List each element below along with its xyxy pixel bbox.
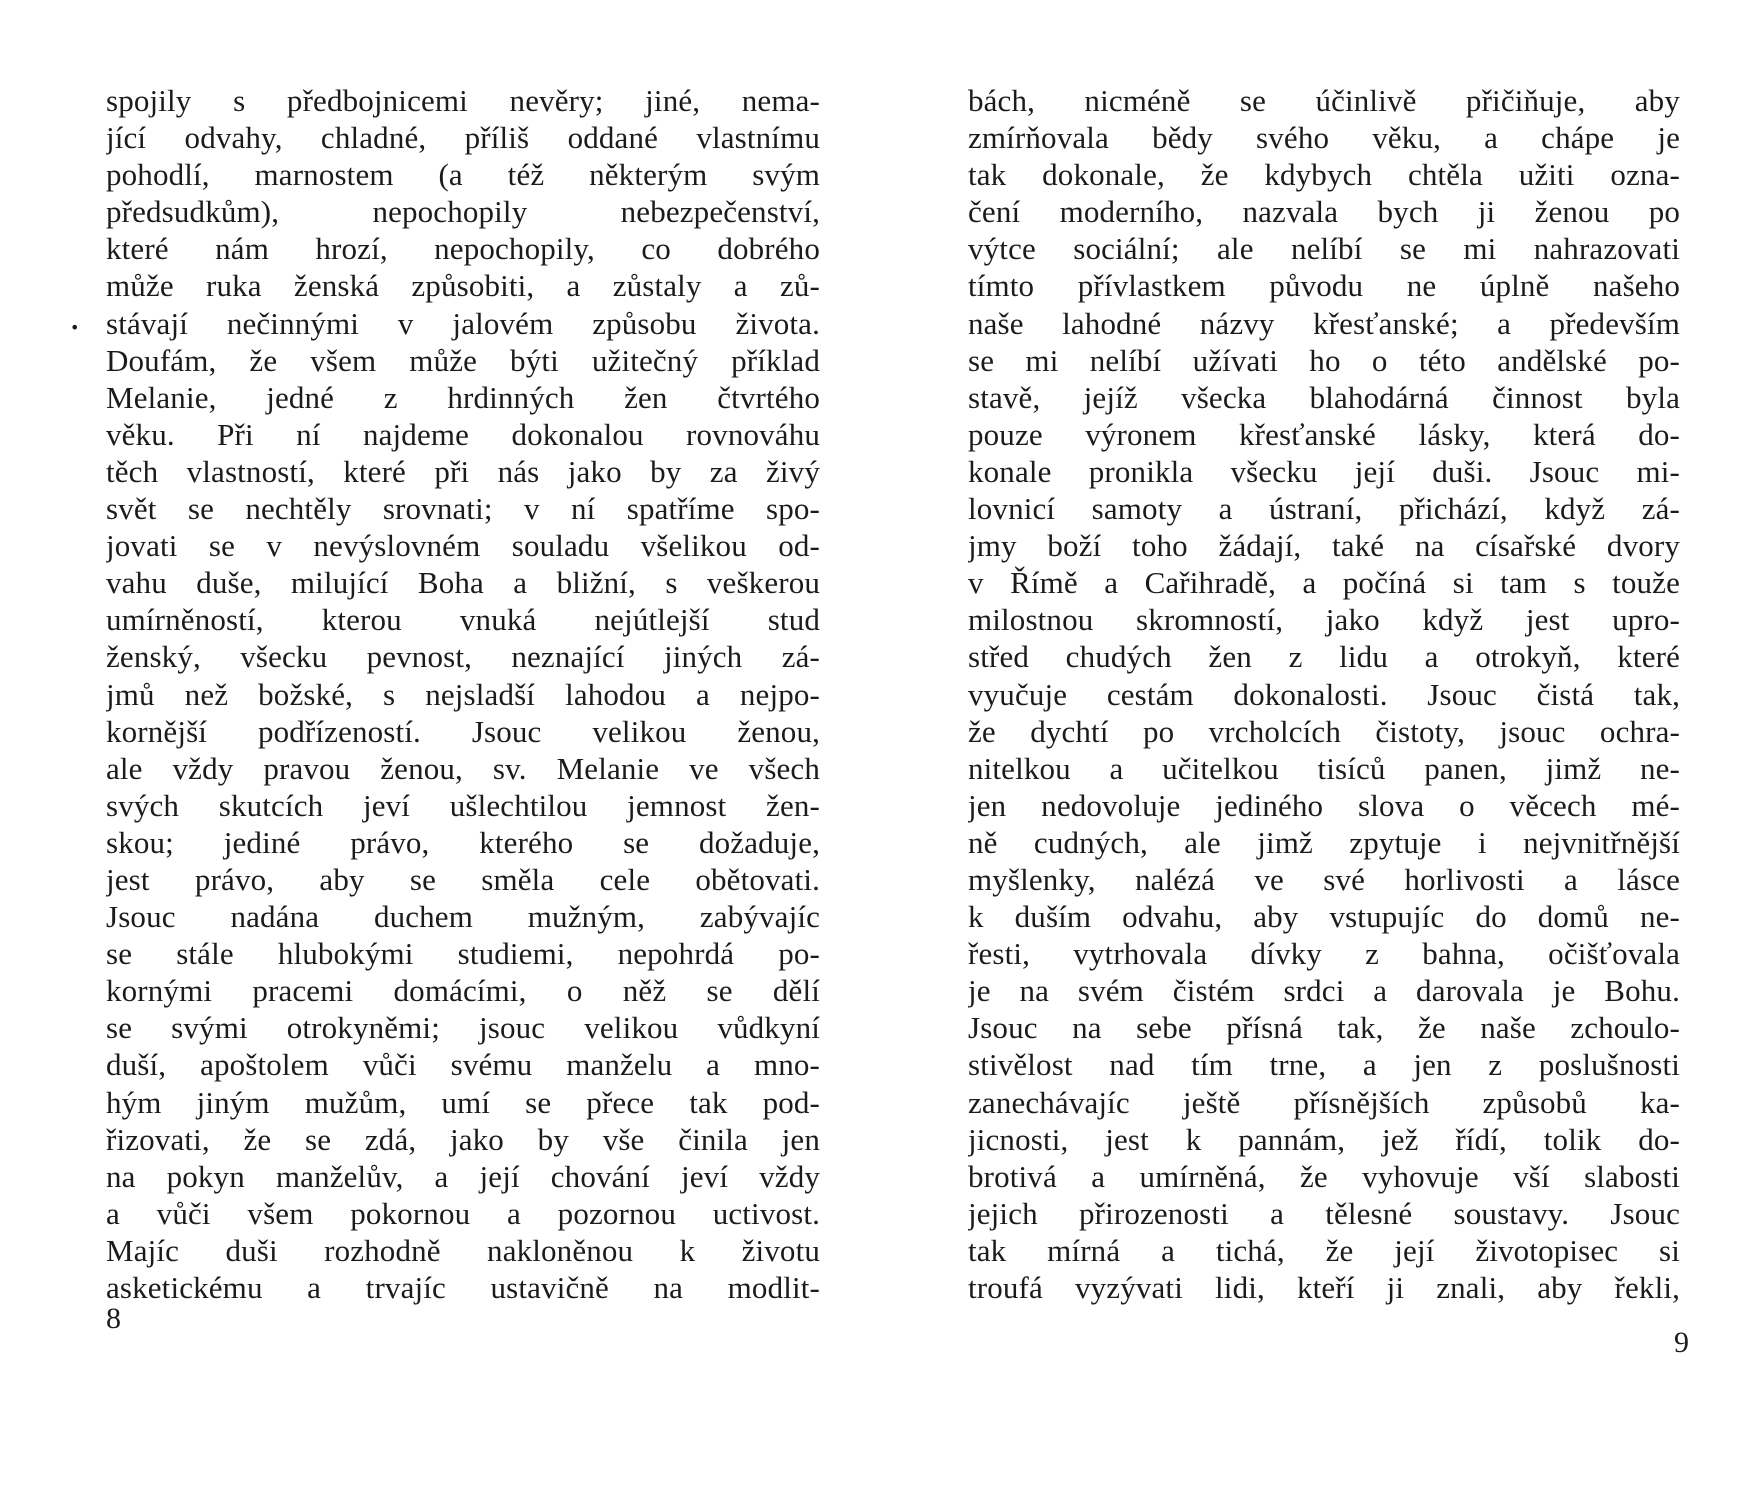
text-line: tak mírná a tichá, že její životopisec si [968,1232,1680,1268]
text-line: jest právo, aby se směla cele obětovati. [106,861,820,897]
text-line: je na svém čistém srdci a darovala je Bohu. [968,973,1680,1009]
text-line: pohodlí, marnostem (a též některým svým [106,157,820,193]
text-line: jicnosti, jest k pannám, jež řídí, tolik do- [968,1121,1680,1157]
text-line: asketickému a trvajíc ustavičně na modlit- [106,1270,820,1305]
text-line: hým jiným mužům, umí se přece tak pod- [106,1084,820,1120]
text-line: jen nedovoluje jediného slova o věcech mé- [968,787,1680,823]
page-number: 9 [1674,1326,1689,1359]
page-number: 8 [106,1302,121,1335]
text-line: zmírňovala bědy svého věku, a chápe je [968,120,1680,156]
text-line: Melanie, jedné z hrdinných žen čtvrtého [106,379,820,415]
text-line: stivělost nad tím trne, a jen z poslušnosti [968,1047,1680,1083]
text-line: může ruka ženská způsobiti, a zůstaly a zů- [106,268,820,304]
text-line: jovati se v nevýslovném souladu všelikou od- [106,528,820,564]
text-line: pouze výronem křesťanské lásky, která do- [968,416,1680,452]
text-line: čení moderního, nazvala bych ji ženou po [968,194,1680,230]
text-line: a vůči všem pokornou a pozornou uctivost. [106,1195,820,1231]
text-line: troufá vyzývati lidi, kteří ji znali, aby řekli, [968,1270,1680,1305]
left-page-text [106,82,820,1306]
text-line: ně cudných, ale jimž zpytuje i nejvnitřnější [968,824,1680,860]
text-line: jící odvahy, chladné, příliš oddané vlastnímu [106,120,820,156]
text-line: kornější podřízeností. Jsouc velikou ženou, [106,713,820,749]
text-line: umírněností, kterou vnuká nejútlejší stud [106,602,820,638]
text-line: skou; jediné právo, kterého se dožaduje, [106,824,820,860]
text-line: vyučuje cestám dokonalosti. Jsouc čistá tak, [968,676,1680,712]
text-line: stavě, jejíž všecka blahodárná činnost byla [968,379,1680,415]
text-line: střed chudých žen z lidu a otrokyň, které [968,639,1680,675]
text-line: duší, apoštolem vůči svému manželu a mno- [106,1047,820,1083]
text-line: zanechávajíc ještě přísnějších způsobů ka- [968,1084,1680,1120]
text-line: naše lahodné názvy křesťanské; a především [968,305,1680,341]
right-page [880,0,1760,1500]
text-line: brotivá a umírněná, že vyhovuje vší slabosti [968,1158,1680,1194]
text-line: jmů než božské, s nejsladší lahodou a nejpo- [106,676,820,712]
text-line: se stále hlubokými studiemi, nepohrdá po- [106,936,820,972]
text-line: se mi nelíbí užívati ho o této andělské po- [968,342,1680,378]
text-line: věku. Při ní najdeme dokonalou rovnováhu [106,416,820,452]
text-line: těch vlastností, které při nás jako by za živý [106,453,820,489]
text-line: Jsouc nadána duchem mužným, zabývajíc [106,899,820,935]
text-line: svět se nechtěly srovnati; v ní spatříme spo- [106,491,820,527]
text-line: řizovati, že se zdá, jako by vše činila jen [106,1121,820,1157]
text-line: lovnicí samoty a ústraní, přichází, když zá- [968,491,1680,527]
text-line: spojily s předbojnicemi nevěry; jiné, nema- [106,83,820,118]
text-line: ale vždy pravou ženou, sv. Melanie ve všech [106,750,820,786]
text-line: na pokyn manželův, a její chování jeví vždy [106,1158,820,1194]
text-line: stávají nečinnými v jalovém způsobu života. [106,305,820,341]
text-line: k duším odvahu, aby vstupujíc do domů ne- [968,899,1680,935]
text-line: se svými otrokyněmi; jsouc velikou vůdkyní [106,1010,820,1046]
text-line: tímto přívlastkem původu ne úplně našeho [968,268,1680,304]
text-line: jejich přirozenosti a tělesné soustavy. Jsouc [968,1195,1680,1231]
text-line: v Římě a Cařihradě, a počíná si tam s touže [968,565,1680,601]
text-line: myšlenky, nalézá ve své horlivosti a lásce [968,861,1680,897]
text-line: konale pronikla všecku její duši. Jsouc mi- [968,453,1680,489]
text-line: výtce sociální; ale nelíbí se mi nahrazovati [968,231,1680,267]
text-line: milostnou skromností, jako když jest upro- [968,602,1680,638]
text-line: kornými pracemi domácími, o něž se dělí [106,973,820,1009]
margin-mark: • [70,318,80,337]
text-line: Jsouc na sebe přísná tak, že naše zchoulo- [968,1010,1680,1046]
text-line: které nám hrozí, nepochopily, co dobrého [106,231,820,267]
text-line: Doufám, že všem může býti užitečný příklad [106,342,820,378]
text-line: tak dokonale, že kdybych chtěla užiti ozna- [968,157,1680,193]
right-page-text [968,82,1680,1306]
text-line: svých skutcích jeví ušlechtilou jemnost žen- [106,787,820,823]
text-line: ženský, všecku pevnost, neznající jiných zá- [106,639,820,675]
text-line: vahu duše, milující Boha a bližní, s veškerou [106,565,820,601]
text-line: nitelkou a učitelkou tisíců panen, jimž ne- [968,750,1680,786]
text-line: jmy boží toho žádají, také na císařské dvory [968,528,1680,564]
text-line: řesti, vytrhovala dívky z bahna, očišťovala [968,936,1680,972]
text-line: že dychtí po vrcholcích čistoty, jsouc ochra- [968,713,1680,749]
text-line: Majíc duši rozhodně nakloněnou k životu [106,1232,820,1268]
text-line: bách, nicméně se účinlivě přičiňuje, aby [968,83,1680,118]
text-line: předsudkům), nepochopily nebezpečenství, [106,194,820,230]
